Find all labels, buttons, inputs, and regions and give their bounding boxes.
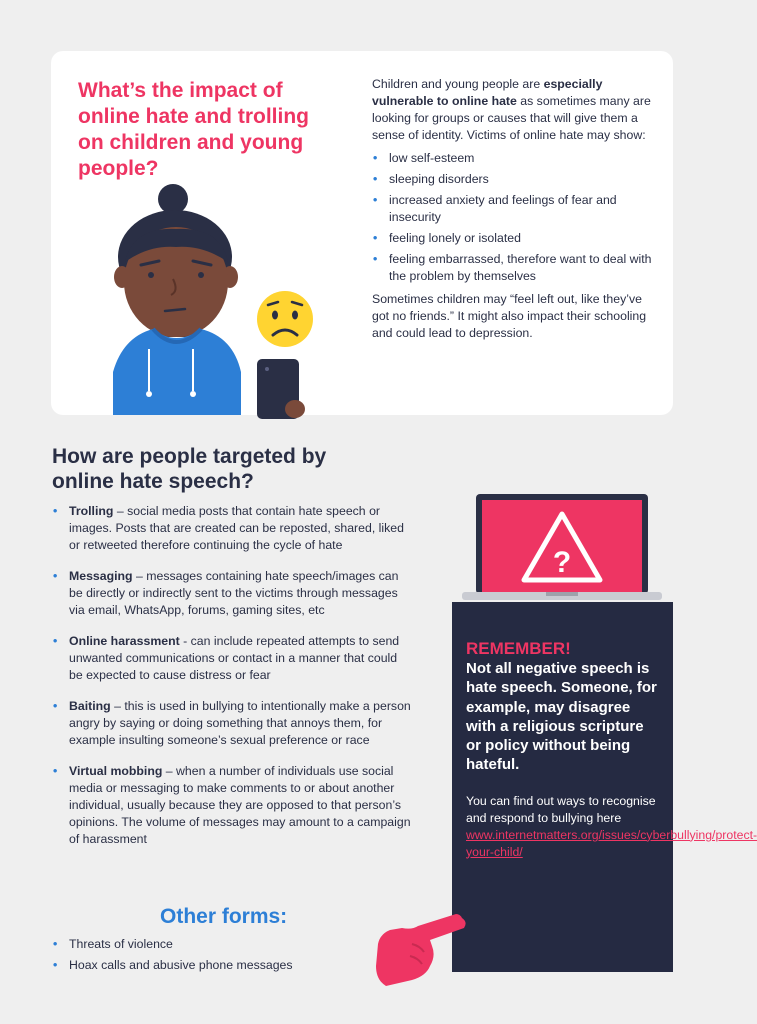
intro-text-continued: as sometimes many are looking for groups or causes that will give them a sense of identity. Victims of online hate may show: — [372, 94, 651, 142]
list-item: • increased anxiety and feelings of fear and insecurity — [372, 192, 654, 226]
list-item: • feeling embarrassed, therefore want to deal with the problem by themselves — [372, 251, 654, 285]
intro-text: Children and young people are — [372, 77, 544, 91]
term-messaging: Messaging — [69, 569, 133, 583]
list-item — [52, 568, 412, 619]
term-online-harassment: Online harassment — [69, 634, 180, 648]
remember-box — [452, 602, 757, 972]
term-description: – messages containing hate speech/images can be directly or indirectly sent to the victims through messages via email, WhatsApp, forums, gaming sites, etc — [69, 569, 399, 617]
list-item — [52, 503, 412, 554]
other-forms-list — [52, 936, 293, 978]
impact-intro — [372, 76, 654, 144]
impact-card — [51, 51, 673, 415]
list-item: • feeling lonely or isolated — [372, 230, 654, 247]
list-item: • sleeping disorders — [372, 171, 654, 188]
remember-small-text: You can find out ways to recognise and respond to bullying here — [466, 793, 656, 825]
remember-body: Not all negative speech is hate speech. Someone, for example, may disagree with a religious scripture or policy without being hateful. — [466, 660, 657, 774]
list-item — [52, 633, 412, 684]
other-forms-title: Other forms: — [160, 905, 288, 928]
term-virtual-mobbing: Virtual mobbing — [69, 764, 163, 778]
impact-title: What’s the impact of online hate and trolling on children and young people? — [78, 79, 309, 180]
pointing-hand-icon — [372, 900, 472, 990]
symptom-list — [372, 150, 654, 285]
intro-bold-text: especially vulnerable to online hate — [372, 77, 603, 108]
worried-face-icon — [257, 291, 313, 347]
list-item: • Threats of violence — [52, 936, 293, 953]
internetmatters-link[interactable]: www.internetmatters.org/issues/cyberbullying/protect-your-child/ — [466, 827, 757, 859]
impact-closing: Sometimes children may “feel left out, like they’ve got no friends.” It might also impact their schooling and could lead to depression. — [372, 292, 647, 340]
svg-text:?: ? — [552, 546, 572, 579]
impact-text — [372, 76, 654, 346]
term-trolling: Trolling — [69, 504, 114, 518]
list-item — [52, 698, 412, 749]
remember-heading: REMEMBER! — [466, 639, 571, 658]
targeted-list — [52, 503, 412, 862]
targeted-title: How are people targeted by online hate speech? — [52, 445, 327, 493]
list-item: • low self-esteem — [372, 150, 654, 167]
laptop-warning-icon — [462, 492, 662, 602]
list-item — [52, 763, 412, 848]
term-baiting: Baiting — [69, 699, 111, 713]
worried-teen-illustration — [113, 187, 313, 415]
term-description: - can include repeated attempts to send unwanted communications or contact in a manner that could be expected to cause distress or fear — [69, 634, 400, 682]
term-description: – this is used in bullying to intentionally make a person angry by saying or doing something that annoys them, for example insulting someone’s sexual preference or race — [69, 699, 411, 747]
term-description: – when a number of individuals use social media or messaging to make comments to or about another individual, usually because they are opposed to that person’s opinions. The volume of messages may amount to a campaign of harassment — [69, 764, 411, 846]
term-description: – social media posts that contain hate speech or images. Posts that are created can be reposted, shared, liked or retweeted therefore continuing the cycle of hate — [69, 504, 404, 552]
list-item: • Hoax calls and abusive phone messages — [52, 957, 293, 974]
